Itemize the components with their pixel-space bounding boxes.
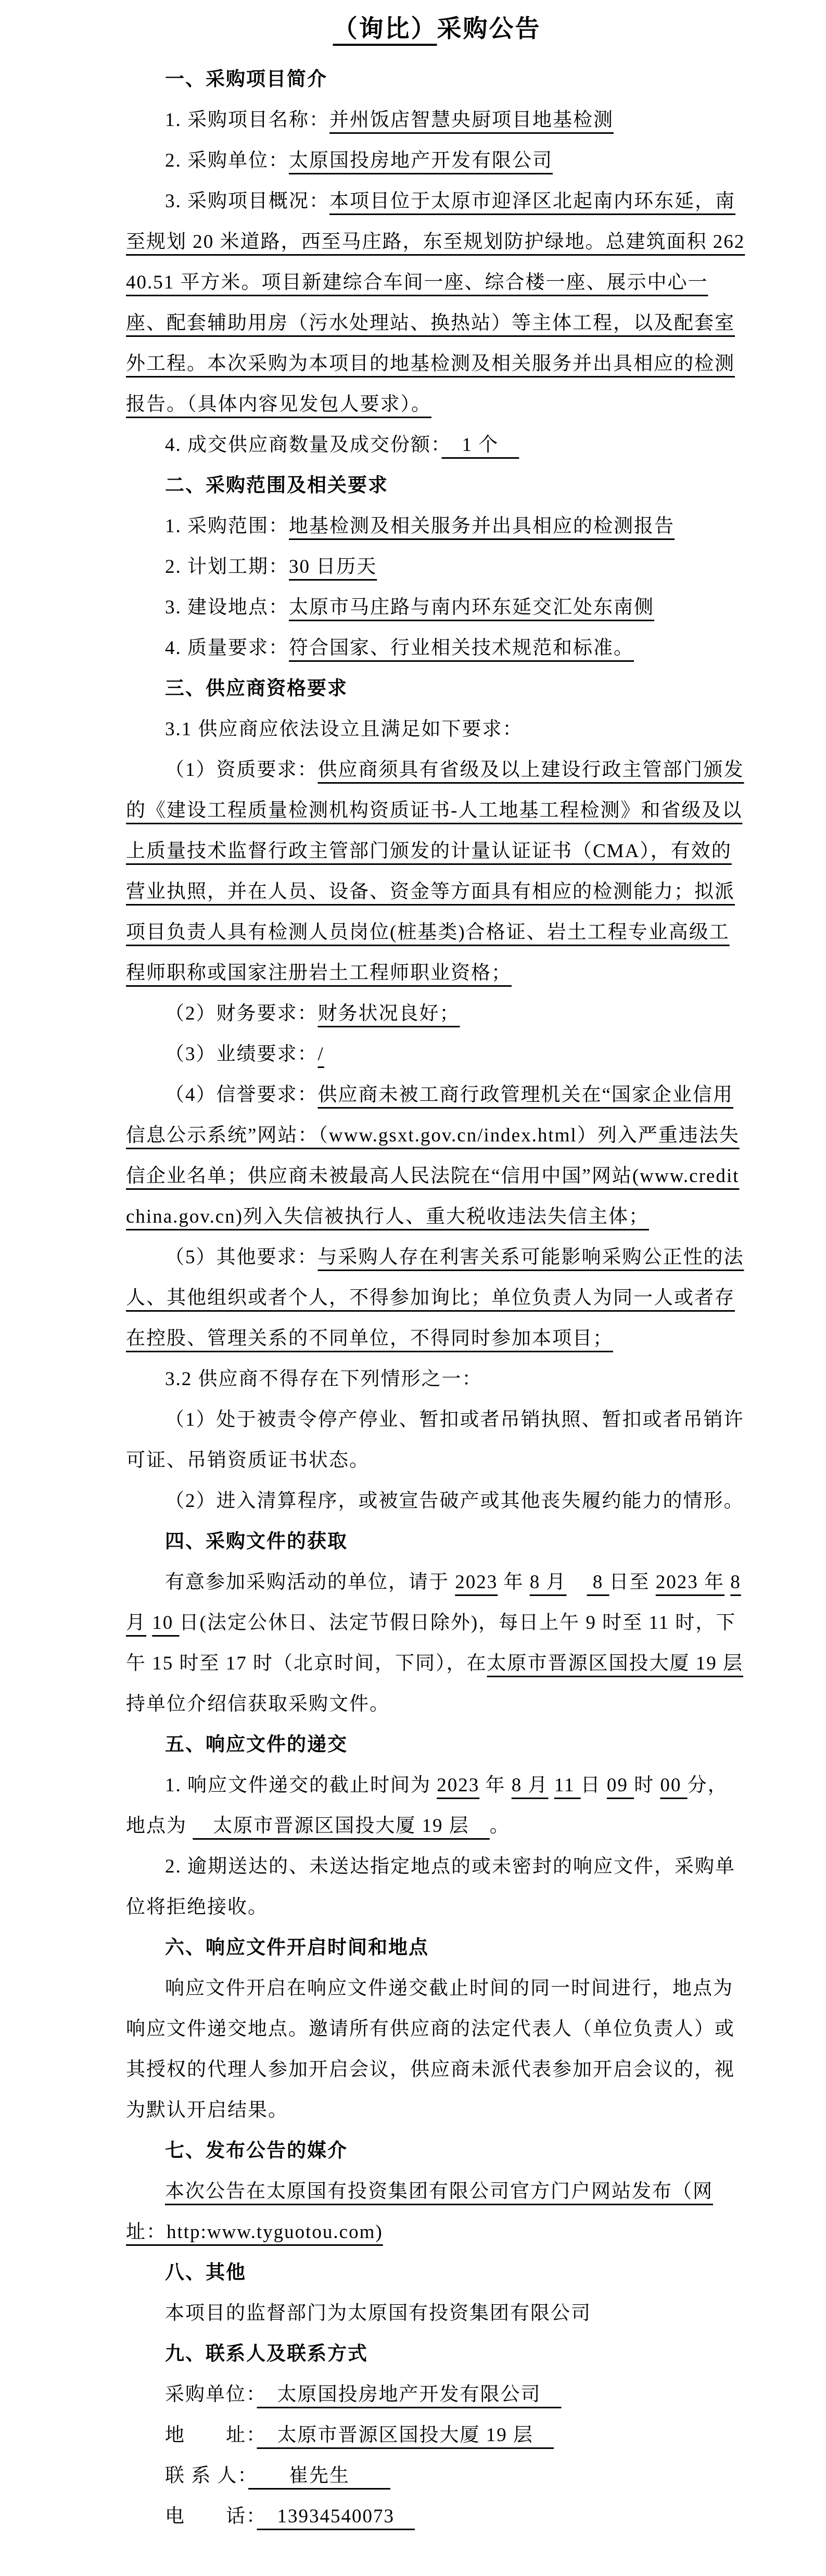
underlined-text: 崔先生: [248, 2465, 390, 2486]
underlined-text: 太原国投房地产开发有限公司: [289, 150, 553, 171]
paragraph: [126, 1034, 748, 1075]
paragraph: [126, 994, 748, 1034]
paragraph: [126, 587, 748, 628]
paragraph: [126, 1075, 748, 1237]
paragraph: [126, 2171, 748, 2253]
plain-text: 持单位介绍信获取采购文件。: [126, 1693, 390, 1715]
underlined-text: 太原市晋源区国投大厦 19 层: [193, 1815, 490, 1837]
underlined-text: 太原市晋源区国投大厦 19 层: [487, 1653, 743, 1674]
underlined-text: 00: [660, 1775, 688, 1796]
underlined-text: 本次公告在太原国有投资集团有限公司官方门户网站发布（网址：http:www.tyguotou.com): [126, 2181, 713, 2243]
paragraph: [126, 750, 748, 994]
paragraph: [126, 2456, 748, 2496]
section-heading: 四、采购文件的获取: [165, 1531, 348, 1552]
paragraph: [126, 1968, 748, 2131]
plain-text: 4. 成交供应商数量及成交份额：: [165, 434, 442, 456]
plain-text: 电 话：: [165, 2506, 257, 2527]
plain-text: （5）其他要求：: [165, 1247, 318, 1268]
paragraph: [126, 425, 748, 466]
section-heading: 八、其他: [165, 2262, 246, 2283]
underlined-text: 8: [587, 1572, 609, 1593]
paragraph: [126, 2293, 748, 2334]
plain-text: （3）业绩要求：: [165, 1044, 318, 1065]
plain-text: 3.1 供应商应依法设立且满足如下要求：: [165, 719, 523, 740]
plain-text: 地 址：: [165, 2424, 257, 2446]
underlined-text: 2023 年: [655, 1572, 725, 1593]
plain-text: 响应文件开启在响应文件递交截止时间的同一时间进行，地点为响应文件递交地点。邀请所有供应商的法定代表人（单位负责人）或其授权的代理人参加开启会议，供应商未派代表参加开启会议的，视为默认开启结果。: [126, 1978, 735, 2121]
underlined-text: 09: [606, 1775, 634, 1796]
paragraph: [126, 1765, 748, 1846]
plain-text: 日至: [609, 1572, 656, 1593]
plain-text: 。: [489, 1815, 510, 1837]
page-title-underlined-part: （询比）: [333, 16, 437, 43]
plain-text: 日: [580, 1775, 607, 1796]
paragraph: [126, 2374, 748, 2415]
underlined-text: 财务状况良好；: [317, 1003, 460, 1024]
plain-text: （1）处于被责令停产停业、暂扣或者吊销执照、暂扣或者吊销许可证、吊销资质证书状态。: [126, 1409, 744, 1471]
underlined-text: 并州饭店智慧央厨项目地基检测: [329, 109, 614, 131]
plain-text: 年: [479, 1775, 512, 1796]
underlined-text: 8 月: [126, 1572, 741, 1633]
underlined-text: /: [317, 1044, 324, 1065]
section-heading: 三、供应商资格要求: [165, 678, 348, 699]
paragraph: [126, 709, 748, 750]
plain-text: 1. 采购项目名称：: [165, 109, 329, 131]
paragraph: [126, 1562, 748, 1725]
section-heading: 九、联系人及联系方式: [165, 2343, 368, 2365]
plain-text: 3.2 供应商不得存在下列情形之一：: [165, 1368, 482, 1390]
paragraph: [126, 1400, 748, 1481]
underlined-text: 太原国投房地产开发有限公司: [257, 2384, 562, 2405]
underlined-text: 8 月: [511, 1775, 549, 1796]
plain-text: 2. 采购单位：: [165, 150, 289, 171]
plain-text: （2）财务要求：: [165, 1003, 318, 1024]
underlined-text: 供应商未被工商行政管理机关在“国家企业信用信息公示系统”网站：（www.gsxt.gov.cn/index.html）列入严重违法失信企业名单；供应商未被最高人民法院在“信用中国”网站(www.creditchina.gov.cn)列入失信被执行人、重大税收违法失信主体；: [126, 1084, 740, 1227]
underlined-text: 11: [554, 1775, 581, 1796]
plain-text: 1. 采购范围：: [165, 516, 289, 537]
plain-text: 联 系 人：: [165, 2465, 248, 2486]
section-heading: 一、采购项目简介: [165, 69, 327, 90]
plain-text: [146, 1612, 152, 1633]
underlined-text: 1 个: [441, 434, 519, 456]
underlined-text: 地基检测及相关服务并出具相应的检测报告: [289, 516, 675, 537]
section-heading: 七、发布公告的媒介: [165, 2140, 348, 2162]
plain-text: 本项目的监督部门为太原国有投资集团有限公司: [165, 2303, 591, 2324]
plain-text: [383, 2221, 403, 2243]
plain-text: 1. 响应文件递交的截止时间为: [165, 1775, 437, 1796]
plain-text: 年: [498, 1572, 530, 1593]
plain-text: 4. 质量要求：: [165, 637, 289, 659]
paragraph: [126, 2415, 748, 2456]
paragraph: [126, 1237, 748, 1359]
paragraph: [126, 1846, 748, 1928]
underlined-text: 供应商须具有省级及以上建设行政主管部门颁发的《建设工程质量检测机构资质证书-人工地基工程检测》和省级及以上质量技术监督行政主管部门颁发的计量认证证书（CMA），有效的营业执照，并在人员、设备、资金等方面具有相应的检测能力；拟派项目负责人具有检测人员岗位(桩基类)合格证、岩土工程专业高级工程师职称或国家注册岩土工程师职业资格；: [126, 759, 744, 984]
underlined-text: 太原市晋源区国投大厦 19 层: [257, 2424, 554, 2446]
underlined-text: 8 月: [529, 1572, 567, 1593]
paragraph: [126, 628, 748, 669]
paragraph: [126, 100, 748, 141]
plain-text: 3. 采购项目概况：: [165, 191, 329, 212]
plain-text: 2. 计划工期：: [165, 556, 289, 577]
paragraph: [126, 1481, 748, 1522]
underlined-text: 10: [152, 1612, 180, 1633]
plain-text: （2）进入清算程序，或被宣告破产或其他丧失履约能力的情形。: [165, 1490, 744, 1512]
paragraph: [126, 141, 748, 181]
plain-text: [549, 1775, 554, 1796]
page-title: [126, 3, 748, 55]
section-heading: 二、采购范围及相关要求: [165, 475, 388, 496]
underlined-text: 符合国家、行业相关技术规范和标准。: [289, 637, 634, 659]
plain-text: （1）资质要求：: [165, 759, 318, 781]
plain-text: 3. 建设地点：: [165, 597, 289, 618]
plain-text: [567, 1572, 587, 1593]
plain-text: 时: [634, 1775, 660, 1796]
section-heading: 六、响应文件开启时间和地点: [165, 1937, 429, 1958]
underlined-text: 2023: [455, 1572, 498, 1593]
paragraph: [126, 1359, 748, 1400]
underlined-text: 13934540073: [257, 2506, 415, 2527]
paragraph: [126, 181, 748, 425]
section-heading: 五、响应文件的递交: [165, 1734, 348, 1755]
paragraph: [126, 547, 748, 587]
underlined-text: 30 日历天: [289, 556, 377, 577]
paragraph: [126, 506, 748, 547]
underlined-text: 太原市马庄路与南内环东延交汇处东南侧: [289, 597, 654, 618]
paragraph: [126, 2496, 748, 2537]
underlined-text: 与采购人存在利害关系可能影响采购公正性的法人、其他组织或者个人，不得参加询比；单位负责人为同一人或者存在控股、管理关系的不同单位，不得同时参加本项目；: [126, 1247, 744, 1349]
plain-text: 2. 逾期送达的、未送达指定地点的或未密封的响应文件，采购单位将拒绝接收。: [126, 1856, 735, 1918]
document-body: [126, 59, 748, 2537]
plain-text: [725, 1572, 730, 1593]
plain-text: 采购单位：: [165, 2384, 257, 2405]
underlined-text: 本项目位于太原市迎泽区北起南内环东延，南至规划 20 米道路，西至马庄路，东至规划防护绿地。总建筑面积 26240.51 平方米。项目新建综合车间一座、综合楼一座、展示中心一座、配套辅助用房（污水处理站、换热站）等主体工程，以及配套室外工程。本次采购为本项目的地基检测及相关服务并出具相应的检测报告。（具体内容见发包人要求）。: [126, 191, 745, 415]
plain-text: 分，地点为: [126, 1775, 728, 1837]
plain-text: 日(法定公休日、法定节假日除外)，每日上午 9 时至 11 时，下午 15 时至 17 时（北京时间，下同），在: [126, 1612, 736, 1674]
plain-text: 有意参加采购活动的单位，请于: [165, 1572, 455, 1593]
underlined-text: 2023: [437, 1775, 480, 1796]
page-title-plain-part: 采购公告: [437, 16, 541, 43]
plain-text: （4）信誉要求：: [165, 1084, 318, 1105]
